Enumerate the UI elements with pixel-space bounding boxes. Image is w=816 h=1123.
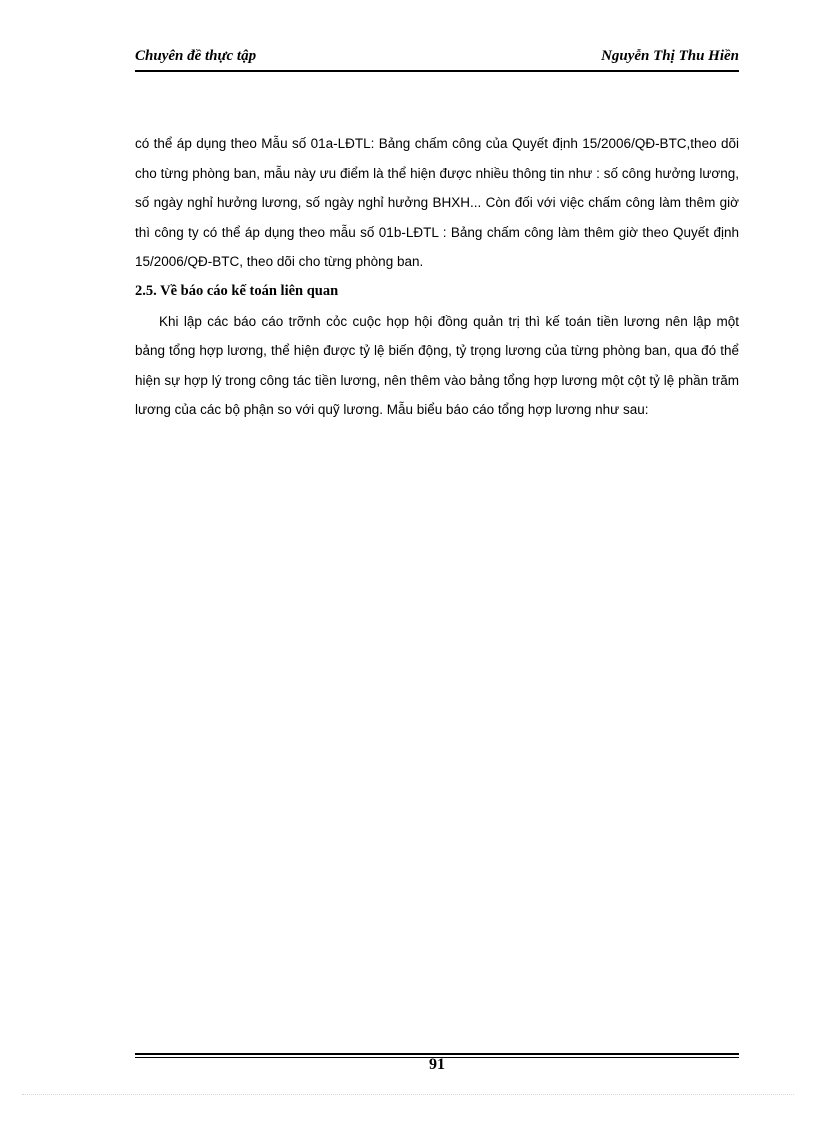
body-paragraph-2: Khi lập các báo cáo trỡnh cỏc cuộc họp hội đồng quản trị thì kế toán tiền lương nên lập một bảng tổng hợp lương, thể hiện được tỷ lệ biến động, tỷ trọng lương của từng phòng ban, qua đó thể hiện sự hợp lý trong công tác tiền lương, nên thêm vào bảng tổng hợp lương một cột tỷ lệ phần trăm lương của các bộ phận so với quỹ lương. Mẫu biểu báo cáo tổng hợp lương như sau:	[135, 313, 739, 418]
page-header	[135, 48, 739, 70]
page-number: 91	[429, 1056, 445, 1073]
page-body	[135, 129, 739, 425]
section-heading: 2.5. Về báo cáo kế toán liên quan	[135, 282, 339, 299]
footer-rule-top	[135, 1053, 739, 1055]
body-paragraph-1: có thể áp dụng theo Mẫu số 01a-LĐTL: Bảng chấm công của Quyết định 15/2006/QĐ-BTC,theo dõi cho từng phòng ban, mẫu này ưu điểm là thể hiện được nhiều thông tin như : số công hưởng lương, số ngày nghỉ hưởng lương, số ngày nghỉ hưởng BHXH... Còn đối với việc chấm công làm thêm giờ thì công ty có thể áp dụng theo mẫu số 01b-LĐTL : Bảng chấm công làm thêm giờ theo Quyết định 15/2006/QĐ-BTC, theo dõi cho từng phòng ban.	[135, 136, 739, 270]
page-edge-divider	[22, 1094, 794, 1095]
header-author-name: Nguyễn Thị Thu Hiền	[601, 48, 739, 64]
header-rule	[135, 70, 739, 72]
header-document-title: Chuyên đề thực tập	[135, 48, 257, 64]
